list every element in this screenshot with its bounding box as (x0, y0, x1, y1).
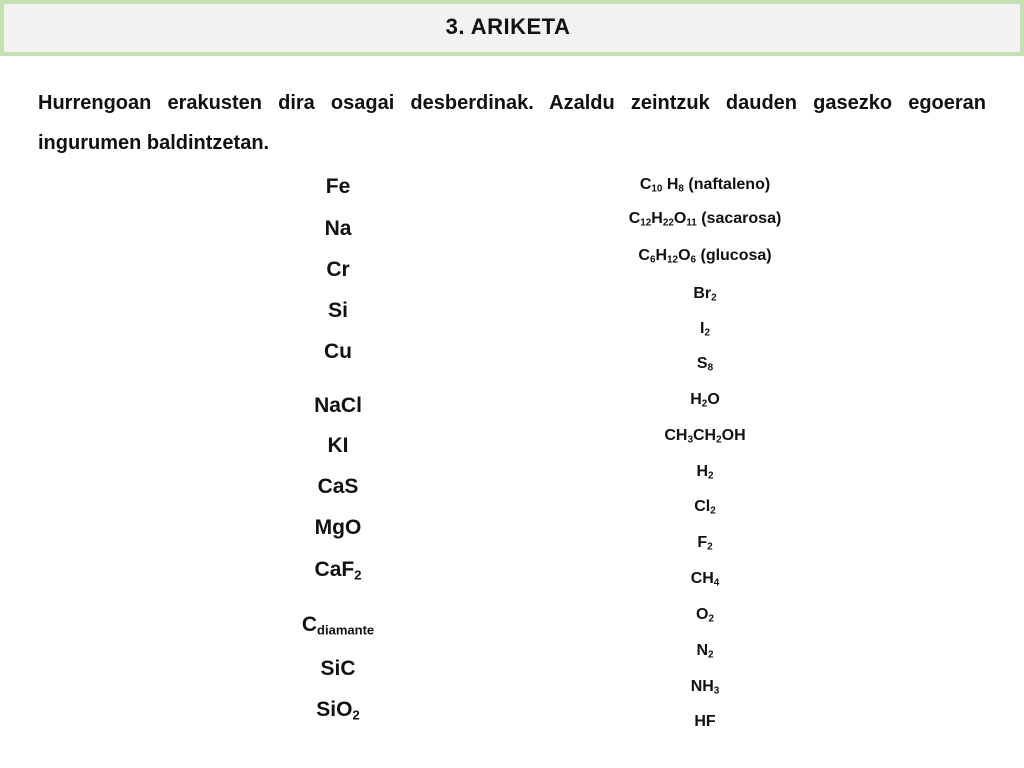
formula-subscript: 2 (711, 292, 717, 304)
formula-part: H (655, 247, 668, 264)
formula-part: Si (328, 299, 348, 322)
formula-part: SiO (316, 698, 353, 721)
formula-subscript: 3 (687, 434, 693, 446)
formula-part: O (707, 391, 720, 408)
formula-subscript: 2 (708, 649, 714, 661)
formula-part: NH (690, 678, 714, 695)
formula-part: F (697, 534, 708, 551)
right-compound-item (664, 427, 745, 445)
formula-subscript: 8 (678, 183, 684, 195)
formula-subscript: 2 (701, 398, 708, 410)
left-compound-item (326, 175, 351, 199)
formula-part: H (690, 391, 702, 408)
right-compound-item (693, 285, 716, 303)
formula-subscript: 2 (708, 470, 714, 482)
formula-subscript: 3 (713, 685, 720, 697)
formula-part: C (639, 176, 652, 193)
left-compound-item (320, 657, 355, 681)
right-compound-item (640, 176, 770, 194)
right-compound-item (696, 606, 714, 624)
right-compound-item (700, 320, 710, 338)
formula-subscript: 2 (707, 541, 713, 553)
formula-subscript: 2 (354, 567, 362, 583)
formula-subscript: 2 (716, 434, 722, 446)
right-compound-item (638, 247, 771, 265)
instruction-text: Hurrengoan erakusten dira osagai desberdinak. Azaldu zeintzuk dauden gasezko egoeran ingurumen baldintzetan. (38, 92, 986, 154)
formula-subscript: 22 (662, 217, 674, 229)
formula-part: OH (721, 427, 746, 444)
left-compound-item (315, 558, 362, 582)
left-compound-item (302, 613, 374, 637)
formula-subscript: 6 (649, 254, 656, 266)
formula-subscript: 6 (690, 254, 697, 266)
formula-part: H (651, 210, 663, 227)
formula-part: Fe (325, 175, 351, 198)
formula-part: O (678, 247, 691, 264)
formula-part: CaF (314, 558, 355, 581)
formula-part: NaCl (314, 394, 362, 417)
formula-subscript: 4 (713, 577, 720, 589)
right-compound-item (697, 534, 712, 552)
formula-part: H (696, 463, 709, 480)
formula-part: Cu (324, 340, 352, 363)
formula-subscript: 2 (710, 505, 716, 517)
right-compound-item (696, 463, 713, 481)
formula-subscript: 12 (667, 254, 679, 266)
formula-part: MgO (314, 516, 362, 539)
formula-subscript: 2 (704, 327, 710, 339)
formula-part: HF (694, 713, 716, 730)
formula-part: Br (693, 285, 712, 302)
formula-part: CH (690, 570, 714, 587)
left-compound-item (325, 217, 352, 241)
formula-subscript: 10 (651, 183, 663, 195)
formula-part: H (662, 176, 679, 193)
formula-subscript: 2 (352, 707, 360, 723)
left-compound-item (328, 434, 349, 458)
page-title: 3. ARIKETA (445, 14, 571, 39)
right-compound-item (694, 713, 715, 731)
right-compound-item (697, 355, 713, 373)
left-compound-item (316, 698, 359, 722)
formula-part: S (696, 355, 708, 372)
left-compound-item (315, 516, 362, 540)
formula-part: I (700, 320, 705, 337)
formula-part: KI (327, 434, 349, 457)
formula-part: O (696, 606, 709, 623)
formula-part: CH (664, 427, 688, 444)
right-compound-item (629, 210, 782, 228)
formula-subscript: 11 (686, 217, 697, 229)
formula-part: C (301, 613, 318, 636)
right-compound-item (691, 678, 720, 696)
formula-part: C (638, 247, 650, 264)
left-compound-item (328, 299, 348, 323)
formula-part: (glucosa) (696, 247, 772, 264)
formula-part: Cl (694, 498, 711, 515)
left-compound-item (326, 258, 349, 282)
formula-part: SiC (320, 657, 356, 680)
formula-part: CH (693, 427, 717, 444)
left-compound-item (324, 340, 352, 364)
formula-part: C (628, 210, 641, 227)
formula-subscript: 12 (640, 217, 652, 229)
right-compound-item (690, 391, 720, 409)
right-compound-item (694, 498, 716, 516)
formula-subscript: 8 (707, 362, 714, 374)
formula-subscript: 2 (708, 613, 714, 625)
formula-part: CaS (317, 475, 359, 498)
right-compound-item (691, 570, 720, 588)
left-compound-item (318, 475, 359, 499)
formula-part: O (673, 210, 687, 227)
formula-subscript: diamante (317, 622, 375, 638)
formula-part: (naftaleno) (683, 176, 771, 193)
formula-part: Na (324, 217, 352, 240)
right-compound-item (696, 642, 713, 660)
formula-part: Cr (326, 258, 350, 281)
formula-part: N (696, 642, 709, 659)
formula-part: (sacarosa) (696, 210, 782, 227)
left-compound-item (314, 394, 362, 418)
